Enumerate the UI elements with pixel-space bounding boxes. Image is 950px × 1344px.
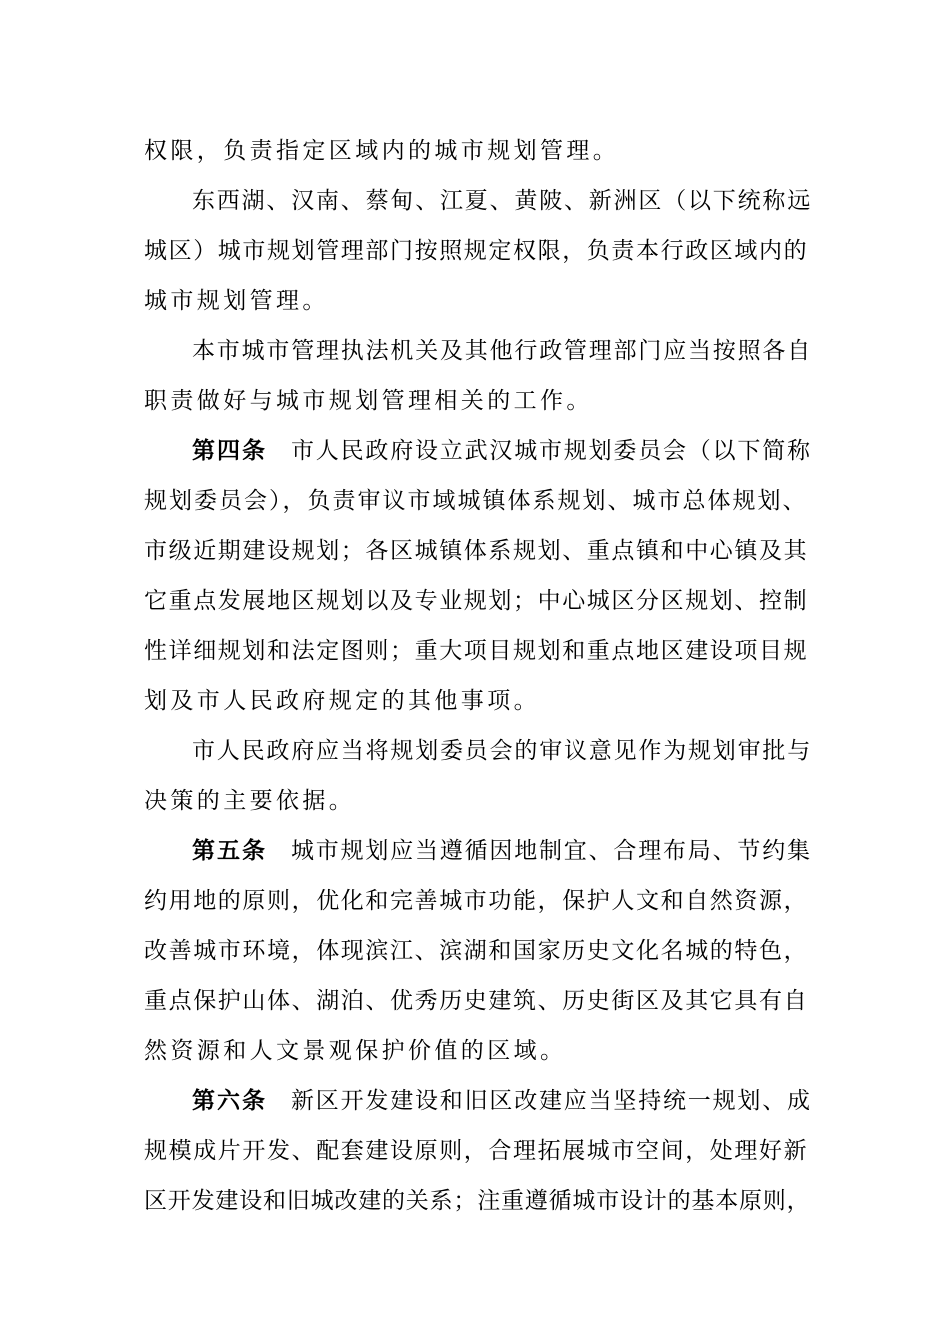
text-line: 本市城市管理执法机关及其他行政管理部门应当按照各自: [192, 338, 812, 364]
text-line: 市级近期建设规划；各区城镇体系规划、重点镇和中心镇及其: [144, 538, 809, 564]
text-line: 东西湖、汉南、蔡甸、江夏、黄陂、新洲区（以下统称远: [192, 188, 812, 214]
text-line: 市人民政府应当将规划委员会的审议意见作为规划审批与: [192, 738, 812, 764]
text-line: 城市规划管理。: [144, 288, 329, 314]
text-line: 规划委员会），负责审议市域城镇体系规划、城市总体规划、: [144, 488, 808, 514]
text-segment: 市人民政府设立武汉城市规划委员会（以下简称: [291, 438, 812, 464]
text-line: 划及市人民政府规定的其他事项。: [144, 688, 540, 714]
article-number: 第五条: [192, 838, 267, 864]
text-line: 它重点发展地区规划以及专业规划；中心城区分区规划、控制: [144, 588, 809, 614]
text-segment: 城市规划应当遵循因地制宜、合理布局、节约集: [291, 838, 812, 864]
text-line: 性详细规划和法定图则；重大项目规划和重点地区建设项目规: [144, 638, 809, 664]
text-line: 规模成片开发、配套建设原则，合理拓展城市空间，处理好新: [144, 1138, 809, 1164]
article-number: 第六条: [192, 1088, 267, 1114]
article-line: [192, 1084, 812, 1118]
text-line: 重点保护山体、湖泊、优秀历史建筑、历史街区及其它具有自: [144, 988, 809, 1014]
text-line: 决策的主要依据。: [144, 788, 356, 814]
text-line: 然资源和人文景观保护价值的区域。: [144, 1038, 567, 1064]
text-line: 职责做好与城市规划管理相关的工作。: [144, 388, 593, 414]
article-number: 第四条: [192, 438, 267, 464]
article-line: [192, 834, 812, 868]
text-line: 权限，负责指定区域内的城市规划管理。: [144, 138, 620, 164]
text-line: 改善城市环境，体现滨江、滨湖和国家历史文化名城的特色，: [144, 938, 809, 964]
text-segment: 新区开发建设和旧区改建应当坚持统一规划、成: [291, 1088, 812, 1114]
article-line: [192, 434, 812, 468]
text-line: 区开发建设和旧城改建的关系；注重遵循城市设计的基本原则，: [144, 1188, 811, 1214]
text-line: 约用地的原则，优化和完善城市功能，保护人文和自然资源，: [144, 888, 809, 914]
text-line: 城区）城市规划管理部门按照规定权限，负责本行政区域内的: [144, 238, 809, 264]
